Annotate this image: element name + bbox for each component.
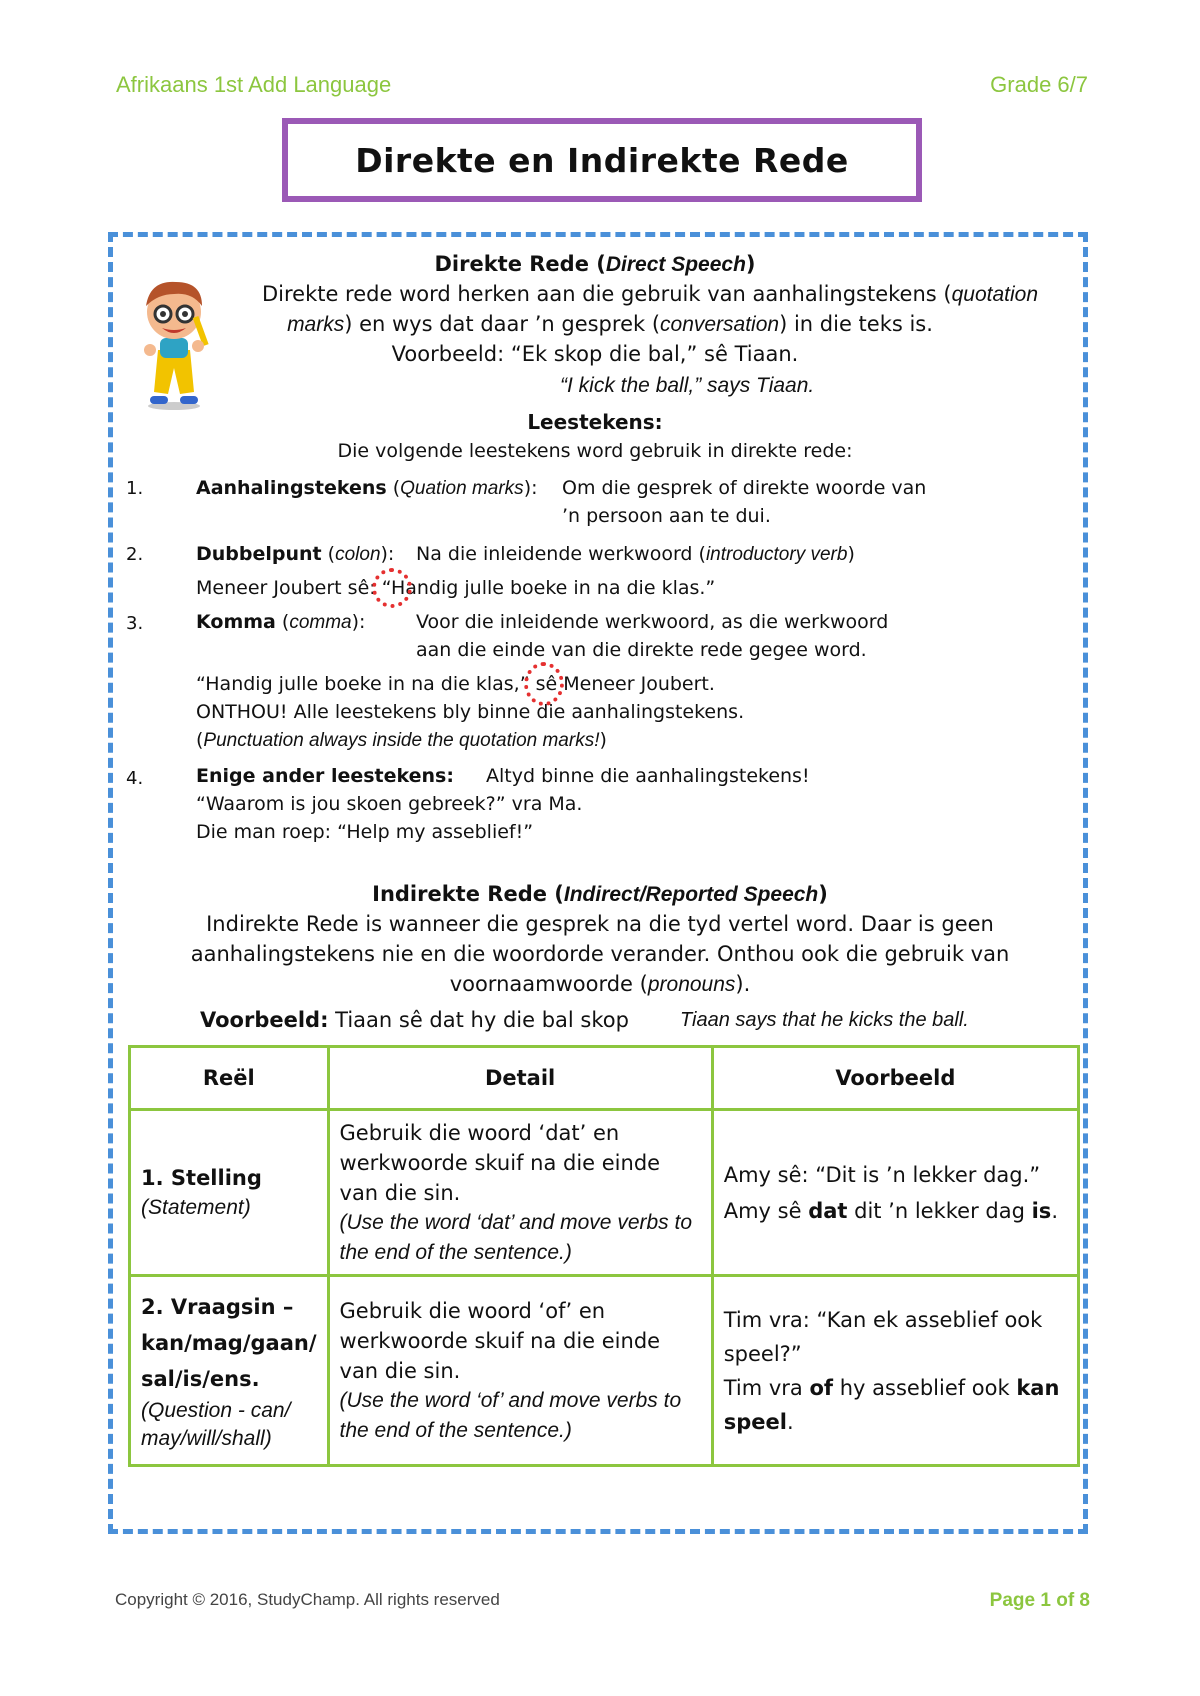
- item-example: Die man roep: “Help my asseblief!”: [196, 821, 534, 843]
- direct-intro-line2: marks) en wys dat daar ’n gesprek (conversation) in die teks is.: [287, 312, 933, 336]
- page-title: Direkte en Indirekte Rede: [355, 140, 849, 180]
- item-number: 3.: [126, 613, 144, 634]
- copyright: Copyright © 2016, StudyChamp. All rights reserved: [115, 1590, 500, 1609]
- indirect-line1: Indirekte Rede is wanneer die gesprek na die tyd vertel word. Daar is geen: [206, 912, 994, 936]
- item-example: “Waarom is jou skoen gebreek?” vra Ma.: [196, 793, 583, 815]
- remember-note-english: (Punctuation always inside the quotation marks!): [196, 729, 607, 751]
- item-desc: aan die einde van die direkte rede gegee word.: [416, 639, 867, 661]
- indirect-example: Voorbeeld: Tiaan sê dat hy die bal skop: [200, 1008, 629, 1032]
- highlight-circle: [372, 568, 412, 608]
- item-desc: ’n persoon aan te dui.: [562, 505, 771, 527]
- item-example: Meneer Joubert sê: “Handig julle boeke in na die klas.”: [196, 577, 716, 599]
- cartoon-boy-illustration: [128, 272, 220, 412]
- indirect-line3: voornaamwoorde (pronouns).: [449, 972, 751, 996]
- table-header: Reël: [130, 1047, 329, 1110]
- item-desc: Na die inleidende werkwoord (introductory verb): [416, 543, 855, 565]
- table-row: [130, 1110, 1079, 1276]
- item-desc: Altyd binne die aanhalingstekens!: [486, 765, 810, 787]
- item-desc: Om die gesprek of direkte woorde van: [562, 477, 927, 499]
- title-box: [282, 118, 922, 202]
- header-subject: Afrikaans 1st Add Language: [116, 72, 392, 97]
- table-cell-example: Amy sê: “Dit is ’n lekker dag.” Amy sê dat dit ’n lekker dag is.: [712, 1110, 1078, 1276]
- item-number: 1.: [126, 478, 144, 499]
- table-cell-example: Tim vra: “Kan ek asseblief ook speel?” Tim vra of hy asseblief ook kan speel.: [712, 1276, 1078, 1466]
- indirect-line2: aanhalingstekens nie en die woordorde verander. Onthou ook die gebruik van: [190, 942, 1010, 966]
- table-header: Voorbeeld: [712, 1047, 1078, 1110]
- table-row: [130, 1276, 1079, 1466]
- item-example: “Handig julle boeke in na die klas,” sê Meneer Joubert.: [196, 673, 715, 695]
- header-grade: Grade 6/7: [990, 72, 1088, 97]
- direct-example-english: “I kick the ball,” says Tiaan.: [560, 374, 815, 397]
- punctuation-intro: Die volgende leestekens word gebruik in direkte rede:: [337, 440, 853, 462]
- item-term-quotation-marks: Aanhalingstekens (Quation marks):: [196, 477, 538, 499]
- table-cell-detail: Gebruik die woord ‘dat’ en werkwoorde skuif na die einde van die sin. (Use the word ‘dat’ and move verbs to the end of the sentence.): [328, 1110, 712, 1276]
- item-number: 2.: [126, 544, 144, 565]
- table-cell-rule: 2. Vraagsin – kan/mag/gaan/ sal/is/ens. (Question - can/ may/will/shall): [130, 1276, 329, 1466]
- item-term-other: Enige ander leestekens:: [196, 765, 454, 787]
- direct-intro-line1: Direkte rede word herken aan die gebruik van aanhalingstekens (quotation: [261, 282, 1039, 306]
- table-header: Detail: [328, 1047, 712, 1110]
- rules-table: [128, 1045, 1080, 1467]
- item-desc: Voor die inleidende werkwoord, as die werkwoord: [416, 611, 889, 633]
- indirect-example-english: Tiaan says that he kicks the ball.: [680, 1009, 969, 1031]
- page-number: Page 1 of 8: [989, 1590, 1090, 1611]
- remember-note: ONTHOU! Alle leestekens bly binne die aanhalingstekens.: [196, 701, 745, 723]
- direct-example: Voorbeeld: “Ek skop die bal,” sê Tiaan.: [391, 342, 799, 366]
- item-number: 4.: [126, 768, 144, 789]
- table-cell-detail: Gebruik die woord ‘of’ en werkwoorde skuif na die einde van die sin. (Use the word ‘of’ and move verbs to the end of the sentence.): [328, 1276, 712, 1466]
- item-term-colon: Dubbelpunt (colon):: [196, 543, 395, 565]
- table-header-row: [130, 1047, 1079, 1110]
- item-term-comma: Komma (comma):: [196, 611, 366, 633]
- indirect-heading: Indirekte Rede (Indirect/Reported Speech): [372, 882, 828, 906]
- punctuation-heading: Leestekens:: [527, 410, 663, 434]
- direct-heading: Direkte Rede (Direct Speech): [434, 252, 756, 276]
- table-cell-rule: 1. Stelling (Statement): [130, 1110, 329, 1276]
